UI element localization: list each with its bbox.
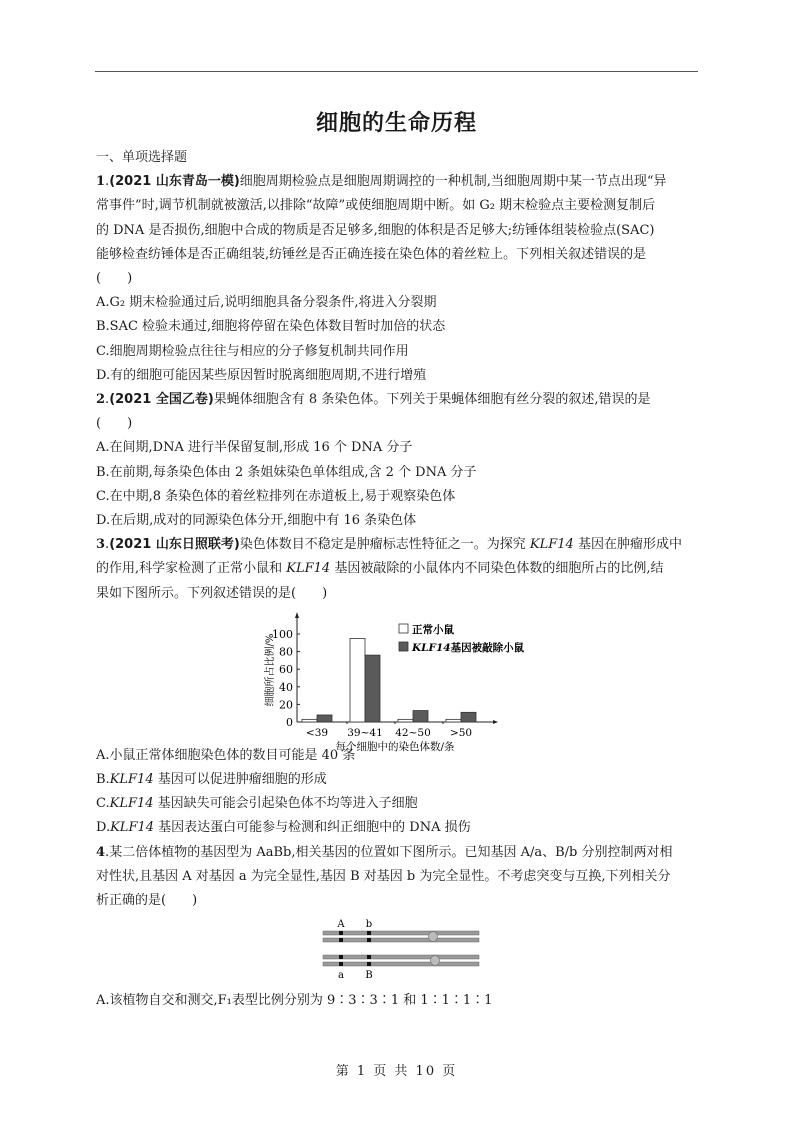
gene-locus bbox=[367, 955, 371, 959]
question-stem-line: 2.(2021 全国乙卷)果蝇体细胞含有 8 条染色体。下列关于果蝇体细胞有丝分裂的叙述,错误的是 bbox=[96, 392, 651, 408]
question-stem-line: 果如下图所示。下列叙述错误的是( ) bbox=[96, 585, 328, 601]
page-footer: 第 1 页 共 10 页 bbox=[335, 1064, 458, 1079]
y-tick-label: 0 bbox=[286, 715, 293, 729]
option-a: A.G₂ 期末检验通过后,说明细胞具备分裂条件,将进入分裂期 bbox=[96, 295, 437, 311]
legend-swatch bbox=[399, 624, 408, 633]
question-source: (2021 山东日照联考) bbox=[109, 537, 240, 553]
x-tick-label: 42~50 bbox=[395, 726, 431, 739]
x-tick-label: <39 bbox=[305, 726, 329, 739]
chromatid bbox=[323, 962, 479, 966]
chromatid bbox=[323, 955, 479, 959]
gene-locus bbox=[367, 931, 371, 935]
bar bbox=[350, 638, 365, 722]
question-source: (2021 全国乙卷) bbox=[109, 392, 214, 408]
y-tick-label: 40 bbox=[279, 680, 293, 694]
question-number: 3 bbox=[96, 537, 106, 553]
question-source: (2021 山东青岛一模) bbox=[109, 174, 240, 190]
chart-canvas bbox=[96, 606, 700, 753]
legend-label: KLF14基因被敲除小鼠 bbox=[412, 641, 525, 654]
question-stem-line: 能够检查纺锤体是否正确组装,纺锤丝是否正确连接在染色体的着丝粒上。下列相关叙述错误的是 bbox=[96, 246, 647, 262]
bar bbox=[446, 719, 461, 722]
gene-locus bbox=[367, 938, 371, 942]
question-number: 2 bbox=[96, 392, 106, 408]
option-d: D.在后期,成对的同源染色体分开,细胞中有 16 条染色体 bbox=[96, 513, 417, 529]
question-3 bbox=[96, 533, 700, 840]
option-a: A.在间期,DNA 进行半保留复制,形成 16 个 DNA 分子 bbox=[96, 440, 413, 456]
question-stem-line: 对性状,且基因 A 对基因 a 为完全显性,基因 B 对基因 b 为完全显性。不考虑突变与互换,下列相关分 bbox=[96, 868, 671, 884]
option-b: B.在前期,每条染色体由 2 条姐妹染色单体组成,含 2 个 DNA 分子 bbox=[96, 464, 477, 480]
chromatid bbox=[323, 938, 479, 942]
gene-label: a bbox=[338, 970, 344, 982]
question-number: 4 bbox=[96, 844, 106, 860]
option-c: C.KLF14 基因缺失可能会引起染色体不均等进入子细胞 bbox=[96, 796, 418, 812]
bar bbox=[302, 719, 317, 722]
legend-swatch bbox=[399, 642, 408, 651]
option-c: C.在中期,8 条染色体的着丝粒排列在赤道板上,易于观察染色体 bbox=[96, 488, 456, 504]
question-number: 1 bbox=[96, 174, 106, 190]
gene-locus bbox=[339, 955, 343, 959]
y-tick-label: 60 bbox=[279, 663, 293, 677]
bar bbox=[398, 719, 413, 722]
centromere bbox=[429, 932, 438, 942]
bar bbox=[413, 710, 428, 721]
gene-locus bbox=[339, 962, 343, 966]
gene-name: KLF14 bbox=[529, 537, 574, 553]
option-b: B.SAC 检验未通过,细胞将停留在染色体数目暂时加倍的状态 bbox=[96, 319, 446, 335]
answer-blank: ( ) bbox=[96, 271, 133, 287]
gene-locus bbox=[339, 931, 343, 935]
x-tick-label: >50 bbox=[449, 726, 473, 739]
bar bbox=[317, 715, 332, 722]
option-b: B.KLF14 基因可以促进肿瘤细胞的形成 bbox=[96, 772, 327, 788]
y-axis-arrow-icon bbox=[295, 612, 299, 618]
legend-label: 正常小鼠 bbox=[412, 623, 454, 636]
gene-label: b bbox=[365, 919, 373, 931]
question-stem-line: 析正确的是( ) bbox=[96, 893, 198, 909]
option-c: C.细胞周期检验点往往与相应的分子修复机制共同作用 bbox=[96, 343, 409, 359]
x-tick-label: 39~41 bbox=[347, 726, 383, 739]
section-heading: 一、单项选择题 bbox=[96, 150, 188, 165]
question-stem-line: 常事件”时,调节机制就被激活,以排除“故障”或使细胞周期中断。如 G₂ 期末检验点主要检测复制后 bbox=[96, 198, 656, 214]
chromatid bbox=[323, 931, 479, 935]
y-tick-label: 80 bbox=[279, 645, 293, 659]
bar bbox=[365, 655, 380, 722]
option-a: A.该植物自交和测交,F₁表型比例分别为 9∶3∶3∶1 和 1∶1∶1∶1 bbox=[96, 993, 493, 1009]
question-stem-line: 的 DNA 是否损伤,细胞中合成的物质是否足够多,细胞的体积是否足够大;纺锤体组装检验点(SAC) bbox=[96, 222, 655, 238]
option-d: D.有的细胞可能因某些原因暂时脱离细胞周期,不进行增殖 bbox=[96, 367, 427, 383]
question-stem-line: 3.(2021 山东日照联考)染色体数目不稳定是肿瘤标志性特征之一。为探究 KLF14 基因在肿瘤形成中 bbox=[96, 537, 682, 553]
option-d: D.KLF14 基因表达蛋白可能参与检测和纠正细胞中的 DNA 损伤 bbox=[96, 820, 471, 836]
chromosome-canvas bbox=[96, 913, 700, 989]
question-stem-line: 的作用,科学家检测了正常小鼠和 KLF14 基因被敲除的小鼠体内不同染色体数的细胞所占的比例,结 bbox=[96, 561, 664, 577]
question-2 bbox=[96, 388, 700, 533]
question-1 bbox=[96, 170, 700, 388]
chromosome-diagram bbox=[96, 913, 700, 989]
gene-locus bbox=[339, 938, 343, 942]
gene-name: KLF14 bbox=[286, 561, 331, 577]
question-4 bbox=[96, 841, 700, 1014]
option-a: A.小鼠正常体细胞染色体的数目可能是 40 条 bbox=[96, 747, 356, 763]
y-tick-label: 20 bbox=[279, 698, 293, 712]
header-rule bbox=[95, 71, 698, 72]
page-title: 细胞的生命历程 bbox=[315, 111, 477, 136]
y-tick-label: 100 bbox=[272, 627, 293, 641]
gene-label: A bbox=[337, 919, 345, 931]
x-axis-arrow-icon bbox=[493, 720, 498, 724]
document-body bbox=[96, 146, 700, 1013]
bar bbox=[461, 712, 476, 722]
question-stem-line: 4.某二倍体植物的基因型为 AaBb,相关基因的位置如下图所示。已知基因 A/a、B/b 分别控制两对相 bbox=[96, 844, 673, 860]
bar-chart bbox=[96, 606, 700, 753]
x-axis-label: 每个细胞中的染色体数/条 bbox=[335, 740, 455, 753]
answer-blank: ( ) bbox=[96, 416, 133, 432]
gene-locus bbox=[367, 962, 371, 966]
y-axis-label: 细胞所占比例/% bbox=[265, 633, 276, 707]
question-stem-line: 1.(2021 山东青岛一模)细胞周期检验点是细胞周期调控的一种机制,当细胞周期中某一节点出现“异 bbox=[96, 174, 667, 190]
gene-label: B bbox=[365, 970, 373, 982]
centromere bbox=[431, 956, 440, 966]
